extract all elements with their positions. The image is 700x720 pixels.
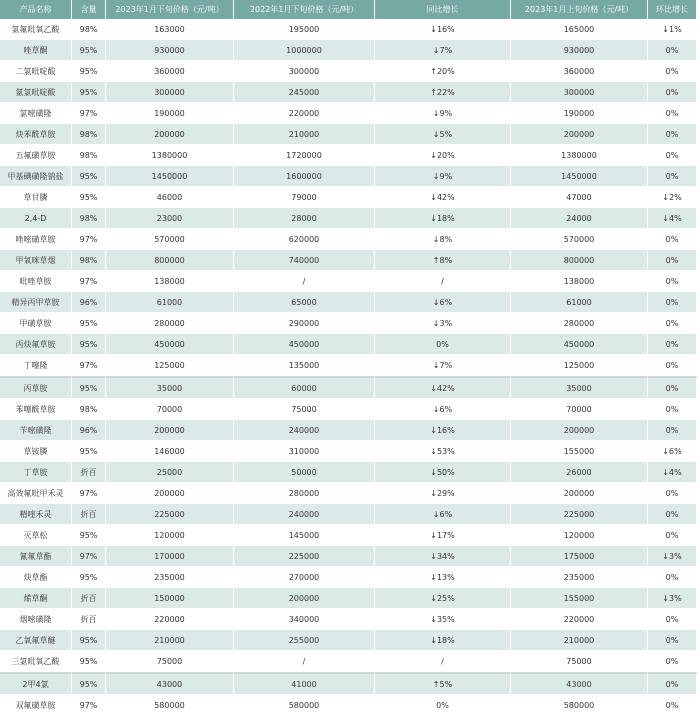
cell-price-2022-late-jan: 280000 — [234, 483, 375, 504]
cell-mom-growth: 0% — [648, 355, 697, 376]
cell-price-2023-late-jan: 450000 — [106, 334, 234, 355]
header-price-2023-late-jan: 2023年1月下旬价格（元/吨） — [106, 0, 234, 19]
table-row — [0, 420, 697, 441]
cell-price-2022-late-jan: 79000 — [234, 187, 375, 208]
cell-content: 折百 — [72, 609, 106, 630]
cell-product-name: 丙草胺 — [0, 376, 72, 399]
cell-price-2023-early-jan: 200000 — [511, 124, 648, 145]
cell-price-2023-early-jan: 155000 — [511, 441, 648, 462]
cell-price-2023-early-jan: 200000 — [511, 483, 648, 504]
cell-price-2022-late-jan: 255000 — [234, 630, 375, 651]
cell-price-2022-late-jan: 220000 — [234, 103, 375, 124]
cell-price-2022-late-jan: 60000 — [234, 376, 375, 399]
cell-mom-growth: 0% — [648, 483, 697, 504]
cell-content: 95% — [72, 441, 106, 462]
cell-mom-growth: 0% — [648, 40, 697, 61]
cell-content: 98% — [72, 399, 106, 420]
cell-price-2023-late-jan: 280000 — [106, 313, 234, 334]
cell-mom-growth: ↓1% — [648, 19, 697, 40]
cell-content: 98% — [72, 208, 106, 229]
cell-price-2023-late-jan: 146000 — [106, 441, 234, 462]
cell-product-name: 五氟磺草胺 — [0, 145, 72, 166]
cell-price-2023-late-jan: 70000 — [106, 399, 234, 420]
cell-price-2023-late-jan: 163000 — [106, 19, 234, 40]
header-price-2022-late-jan: 2022年1月下旬价格（元/吨） — [234, 0, 375, 19]
cell-mom-growth: 0% — [648, 103, 697, 124]
cell-product-name: 烯草酮 — [0, 588, 72, 609]
cell-price-2023-late-jan: 360000 — [106, 61, 234, 82]
cell-yoy-growth: ↓42% — [375, 187, 511, 208]
table-row — [0, 208, 697, 229]
cell-product-name: 草甘膦 — [0, 187, 72, 208]
cell-price-2023-early-jan: 280000 — [511, 313, 648, 334]
cell-content: 95% — [72, 525, 106, 546]
table-row — [0, 567, 697, 588]
cell-price-2023-early-jan: 120000 — [511, 525, 648, 546]
cell-mom-growth: 0% — [648, 651, 697, 672]
cell-price-2023-late-jan: 61000 — [106, 292, 234, 313]
cell-content: 97% — [72, 103, 106, 124]
cell-price-2023-early-jan: 125000 — [511, 355, 648, 376]
cell-product-name: 精喹禾灵 — [0, 504, 72, 525]
cell-price-2023-late-jan: 75000 — [106, 651, 234, 672]
cell-content: 95% — [72, 187, 106, 208]
cell-content: 95% — [72, 567, 106, 588]
cell-mom-growth: ↓3% — [648, 588, 697, 609]
cell-price-2023-early-jan: 35000 — [511, 376, 648, 399]
cell-price-2023-early-jan: 26000 — [511, 462, 648, 483]
cell-product-name: 丁噻隆 — [0, 355, 72, 376]
cell-price-2023-early-jan: 225000 — [511, 504, 648, 525]
cell-price-2023-early-jan: 580000 — [511, 695, 648, 716]
cell-product-name: 氰氟草酯 — [0, 546, 72, 567]
cell-price-2022-late-jan: 290000 — [234, 313, 375, 334]
cell-price-2022-late-jan: 1720000 — [234, 145, 375, 166]
table-row — [0, 250, 697, 271]
table-row — [0, 166, 697, 187]
cell-price-2023-early-jan: 570000 — [511, 229, 648, 250]
cell-price-2022-late-jan: 28000 — [234, 208, 375, 229]
cell-mom-growth: ↓6% — [648, 441, 697, 462]
cell-price-2022-late-jan: 75000 — [234, 399, 375, 420]
cell-yoy-growth: / — [375, 271, 511, 292]
cell-yoy-growth: ↑22% — [375, 82, 511, 103]
cell-mom-growth: 0% — [648, 271, 697, 292]
cell-yoy-growth: ↓18% — [375, 208, 511, 229]
table-row — [0, 124, 697, 145]
cell-price-2023-early-jan: 235000 — [511, 567, 648, 588]
cell-product-name: 丁草胺 — [0, 462, 72, 483]
cell-mom-growth: 0% — [648, 229, 697, 250]
cell-product-name: 乙氧氟草醚 — [0, 630, 72, 651]
cell-content: 95% — [72, 313, 106, 334]
cell-price-2023-late-jan: 190000 — [106, 103, 234, 124]
cell-yoy-growth: ↓18% — [375, 630, 511, 651]
cell-content: 折百 — [72, 504, 106, 525]
cell-price-2022-late-jan: 740000 — [234, 250, 375, 271]
cell-yoy-growth: ↓42% — [375, 376, 511, 399]
table-row — [0, 630, 697, 651]
cell-price-2023-late-jan: 220000 — [106, 609, 234, 630]
cell-price-2023-early-jan: 200000 — [511, 420, 648, 441]
cell-mom-growth: 0% — [648, 166, 697, 187]
cell-yoy-growth: ↓9% — [375, 103, 511, 124]
cell-mom-growth: 0% — [648, 609, 697, 630]
cell-product-name: 氯氟吡氧乙酸 — [0, 19, 72, 40]
cell-price-2023-late-jan: 170000 — [106, 546, 234, 567]
table-row — [0, 504, 697, 525]
cell-product-name: 苄嘧磺隆 — [0, 420, 72, 441]
cell-product-name: 苯噻酰草胺 — [0, 399, 72, 420]
cell-yoy-growth: ↓25% — [375, 588, 511, 609]
table-row — [0, 355, 697, 376]
cell-content: 95% — [72, 82, 106, 103]
cell-mom-growth: 0% — [648, 145, 697, 166]
cell-yoy-growth: ↓50% — [375, 462, 511, 483]
table-row — [0, 82, 697, 103]
cell-yoy-growth: 0% — [375, 334, 511, 355]
cell-mom-growth: 0% — [648, 567, 697, 588]
cell-content: 96% — [72, 420, 106, 441]
cell-content: 折百 — [72, 462, 106, 483]
cell-product-name: 吡唑草胺 — [0, 271, 72, 292]
cell-content: 95% — [72, 630, 106, 651]
table-row — [0, 61, 697, 82]
cell-product-name: 高效氟吡甲禾灵 — [0, 483, 72, 504]
cell-price-2023-early-jan: 165000 — [511, 19, 648, 40]
table-row — [0, 40, 697, 61]
cell-price-2022-late-jan: 300000 — [234, 61, 375, 82]
cell-price-2023-late-jan: 210000 — [106, 630, 234, 651]
cell-product-name: 烟嘧磺隆 — [0, 609, 72, 630]
cell-content: 95% — [72, 672, 106, 695]
cell-yoy-growth: ↓20% — [375, 145, 511, 166]
cell-price-2023-early-jan: 300000 — [511, 82, 648, 103]
header-price-2023-early-jan: 2023年1月上旬价格（元/吨） — [511, 0, 648, 19]
cell-content: 97% — [72, 271, 106, 292]
cell-price-2023-late-jan: 125000 — [106, 355, 234, 376]
cell-yoy-growth: ↑5% — [375, 672, 511, 695]
cell-price-2023-late-jan: 200000 — [106, 483, 234, 504]
cell-price-2023-early-jan: 190000 — [511, 103, 648, 124]
cell-price-2023-late-jan: 1380000 — [106, 145, 234, 166]
cell-mom-growth: 0% — [648, 504, 697, 525]
table-row — [0, 229, 697, 250]
cell-mom-growth: 0% — [648, 672, 697, 695]
cell-price-2022-late-jan: 340000 — [234, 609, 375, 630]
cell-price-2022-late-jan: 65000 — [234, 292, 375, 313]
cell-price-2022-late-jan: 41000 — [234, 672, 375, 695]
cell-price-2022-late-jan: 270000 — [234, 567, 375, 588]
cell-price-2022-late-jan: 620000 — [234, 229, 375, 250]
cell-price-2023-late-jan: 200000 — [106, 124, 234, 145]
table-row — [0, 271, 697, 292]
cell-product-name: 双氟磺草胺 — [0, 695, 72, 716]
cell-content: 96% — [72, 292, 106, 313]
cell-product-name: 三氯吡氧乙酸 — [0, 651, 72, 672]
cell-product-name: 氨氯吡啶酸 — [0, 82, 72, 103]
cell-product-name: 甲氧咪草烟 — [0, 250, 72, 271]
cell-price-2023-late-jan: 35000 — [106, 376, 234, 399]
cell-price-2023-late-jan: 138000 — [106, 271, 234, 292]
cell-mom-growth: 0% — [648, 82, 697, 103]
cell-product-name: 精异丙甲草胺 — [0, 292, 72, 313]
cell-yoy-growth: ↓5% — [375, 124, 511, 145]
cell-product-name: 草铵膦 — [0, 441, 72, 462]
cell-content: 95% — [72, 376, 106, 399]
cell-yoy-growth: ↓53% — [375, 441, 511, 462]
cell-price-2023-early-jan: 800000 — [511, 250, 648, 271]
cell-price-2023-late-jan: 43000 — [106, 672, 234, 695]
cell-price-2023-early-jan: 47000 — [511, 187, 648, 208]
cell-mom-growth: ↓3% — [648, 546, 697, 567]
cell-yoy-growth: 0% — [375, 695, 511, 716]
cell-mom-growth: 0% — [648, 334, 697, 355]
cell-price-2022-late-jan: 580000 — [234, 695, 375, 716]
cell-yoy-growth: ↓3% — [375, 313, 511, 334]
cell-content: 97% — [72, 355, 106, 376]
table-row — [0, 313, 697, 334]
cell-price-2022-late-jan: 245000 — [234, 82, 375, 103]
table-row — [0, 292, 697, 313]
table-row — [0, 334, 697, 355]
table-row — [0, 103, 697, 124]
table-row — [0, 376, 697, 399]
table-header-row — [0, 0, 697, 19]
table-row — [0, 441, 697, 462]
cell-price-2022-late-jan: 310000 — [234, 441, 375, 462]
cell-yoy-growth: ↓6% — [375, 292, 511, 313]
cell-content: 95% — [72, 334, 106, 355]
cell-content: 98% — [72, 145, 106, 166]
cell-price-2023-early-jan: 175000 — [511, 546, 648, 567]
cell-price-2023-late-jan: 235000 — [106, 567, 234, 588]
cell-price-2022-late-jan: 1000000 — [234, 40, 375, 61]
cell-mom-growth: ↓4% — [648, 462, 697, 483]
table-row — [0, 588, 697, 609]
cell-yoy-growth: ↓9% — [375, 166, 511, 187]
cell-price-2023-early-jan: 75000 — [511, 651, 648, 672]
cell-mom-growth: ↓2% — [648, 187, 697, 208]
table-row — [0, 19, 697, 40]
cell-price-2023-late-jan: 800000 — [106, 250, 234, 271]
cell-price-2023-late-jan: 930000 — [106, 40, 234, 61]
cell-product-name: 炔苯酰草胺 — [0, 124, 72, 145]
cell-product-name: 二氯吡啶酸 — [0, 61, 72, 82]
cell-yoy-growth: ↑8% — [375, 250, 511, 271]
cell-mom-growth: 0% — [648, 313, 697, 334]
cell-price-2023-early-jan: 70000 — [511, 399, 648, 420]
cell-product-name: 唑草酮 — [0, 40, 72, 61]
table-row — [0, 483, 697, 504]
cell-yoy-growth: ↓34% — [375, 546, 511, 567]
table-row — [0, 462, 697, 483]
cell-price-2022-late-jan: 240000 — [234, 504, 375, 525]
cell-price-2023-late-jan: 23000 — [106, 208, 234, 229]
cell-yoy-growth: ↓16% — [375, 420, 511, 441]
cell-price-2023-early-jan: 1380000 — [511, 145, 648, 166]
table-row — [0, 651, 697, 672]
table-row — [0, 609, 697, 630]
cell-content: 97% — [72, 695, 106, 716]
cell-mom-growth: 0% — [648, 399, 697, 420]
cell-product-name: 炔草酯 — [0, 567, 72, 588]
cell-price-2023-late-jan: 570000 — [106, 229, 234, 250]
table-row — [0, 145, 697, 166]
header-yoy-growth: 同比增长 — [375, 0, 511, 19]
cell-product-name: 灭草松 — [0, 525, 72, 546]
header-product-name: 产品名称 — [0, 0, 72, 19]
cell-price-2023-late-jan: 225000 — [106, 504, 234, 525]
cell-yoy-growth: ↓6% — [375, 399, 511, 420]
cell-price-2022-late-jan: 195000 — [234, 19, 375, 40]
cell-product-name: 氯嘧磺隆 — [0, 103, 72, 124]
cell-price-2022-late-jan: 50000 — [234, 462, 375, 483]
cell-content: 98% — [72, 19, 106, 40]
cell-price-2022-late-jan: 145000 — [234, 525, 375, 546]
table-row — [0, 525, 697, 546]
table-row — [0, 546, 697, 567]
cell-price-2023-early-jan: 220000 — [511, 609, 648, 630]
cell-price-2023-early-jan: 24000 — [511, 208, 648, 229]
cell-price-2023-late-jan: 1450000 — [106, 166, 234, 187]
cell-price-2022-late-jan: 1600000 — [234, 166, 375, 187]
cell-content: 97% — [72, 229, 106, 250]
cell-price-2023-late-jan: 120000 — [106, 525, 234, 546]
cell-price-2023-late-jan: 25000 — [106, 462, 234, 483]
table-row — [0, 399, 697, 420]
cell-yoy-growth: ↓16% — [375, 19, 511, 40]
cell-mom-growth: 0% — [648, 61, 697, 82]
cell-product-name: 唑嘧磺草胺 — [0, 229, 72, 250]
cell-price-2022-late-jan: 225000 — [234, 546, 375, 567]
cell-mom-growth: 0% — [648, 292, 697, 313]
cell-price-2022-late-jan: / — [234, 271, 375, 292]
header-mom-growth: 环比增长 — [648, 0, 697, 19]
cell-price-2022-late-jan: 450000 — [234, 334, 375, 355]
header-content: 含量 — [72, 0, 106, 19]
cell-price-2022-late-jan: 210000 — [234, 124, 375, 145]
cell-mom-growth: 0% — [648, 525, 697, 546]
cell-mom-growth: 0% — [648, 250, 697, 271]
cell-price-2023-early-jan: 61000 — [511, 292, 648, 313]
cell-price-2022-late-jan: / — [234, 651, 375, 672]
cell-yoy-growth: ↓7% — [375, 40, 511, 61]
cell-price-2023-early-jan: 450000 — [511, 334, 648, 355]
cell-mom-growth: 0% — [648, 420, 697, 441]
cell-yoy-growth: / — [375, 651, 511, 672]
cell-price-2023-early-jan: 930000 — [511, 40, 648, 61]
cell-content: 95% — [72, 40, 106, 61]
cell-product-name: 甲磺草胺 — [0, 313, 72, 334]
cell-yoy-growth: ↓6% — [375, 504, 511, 525]
cell-mom-growth: 0% — [648, 695, 697, 716]
table-row — [0, 695, 697, 716]
cell-price-2022-late-jan: 135000 — [234, 355, 375, 376]
cell-yoy-growth: ↑20% — [375, 61, 511, 82]
cell-yoy-growth: ↓29% — [375, 483, 511, 504]
cell-price-2023-early-jan: 1450000 — [511, 166, 648, 187]
cell-price-2023-early-jan: 155000 — [511, 588, 648, 609]
cell-yoy-growth: ↓8% — [375, 229, 511, 250]
cell-content: 98% — [72, 124, 106, 145]
cell-yoy-growth: ↓35% — [375, 609, 511, 630]
cell-content: 98% — [72, 250, 106, 271]
cell-price-2023-early-jan: 210000 — [511, 630, 648, 651]
cell-product-name: 2,4-D — [0, 208, 72, 229]
cell-price-2023-late-jan: 200000 — [106, 420, 234, 441]
cell-mom-growth: 0% — [648, 630, 697, 651]
cell-content: 95% — [72, 61, 106, 82]
cell-price-2023-late-jan: 580000 — [106, 695, 234, 716]
cell-yoy-growth: ↓7% — [375, 355, 511, 376]
cell-mom-growth: ↓4% — [648, 208, 697, 229]
cell-price-2022-late-jan: 240000 — [234, 420, 375, 441]
cell-content: 97% — [72, 483, 106, 504]
cell-product-name: 丙炔氟草胺 — [0, 334, 72, 355]
cell-yoy-growth: ↓13% — [375, 567, 511, 588]
cell-price-2023-late-jan: 150000 — [106, 588, 234, 609]
cell-product-name: 2甲4氯 — [0, 672, 72, 695]
table-row — [0, 187, 697, 208]
cell-content: 97% — [72, 546, 106, 567]
cell-mom-growth: 0% — [648, 376, 697, 399]
cell-price-2023-late-jan: 46000 — [106, 187, 234, 208]
cell-price-2022-late-jan: 200000 — [234, 588, 375, 609]
cell-price-2023-early-jan: 138000 — [511, 271, 648, 292]
table-body — [0, 19, 697, 716]
cell-price-2023-late-jan: 300000 — [106, 82, 234, 103]
cell-content: 折百 — [72, 588, 106, 609]
cell-price-2023-early-jan: 360000 — [511, 61, 648, 82]
cell-mom-growth: 0% — [648, 124, 697, 145]
cell-content: 95% — [72, 651, 106, 672]
cell-price-2023-early-jan: 43000 — [511, 672, 648, 695]
cell-yoy-growth: ↓17% — [375, 525, 511, 546]
table-row — [0, 672, 697, 695]
cell-content: 95% — [72, 166, 106, 187]
cell-product-name: 甲基碘磺隆钠盐 — [0, 166, 72, 187]
